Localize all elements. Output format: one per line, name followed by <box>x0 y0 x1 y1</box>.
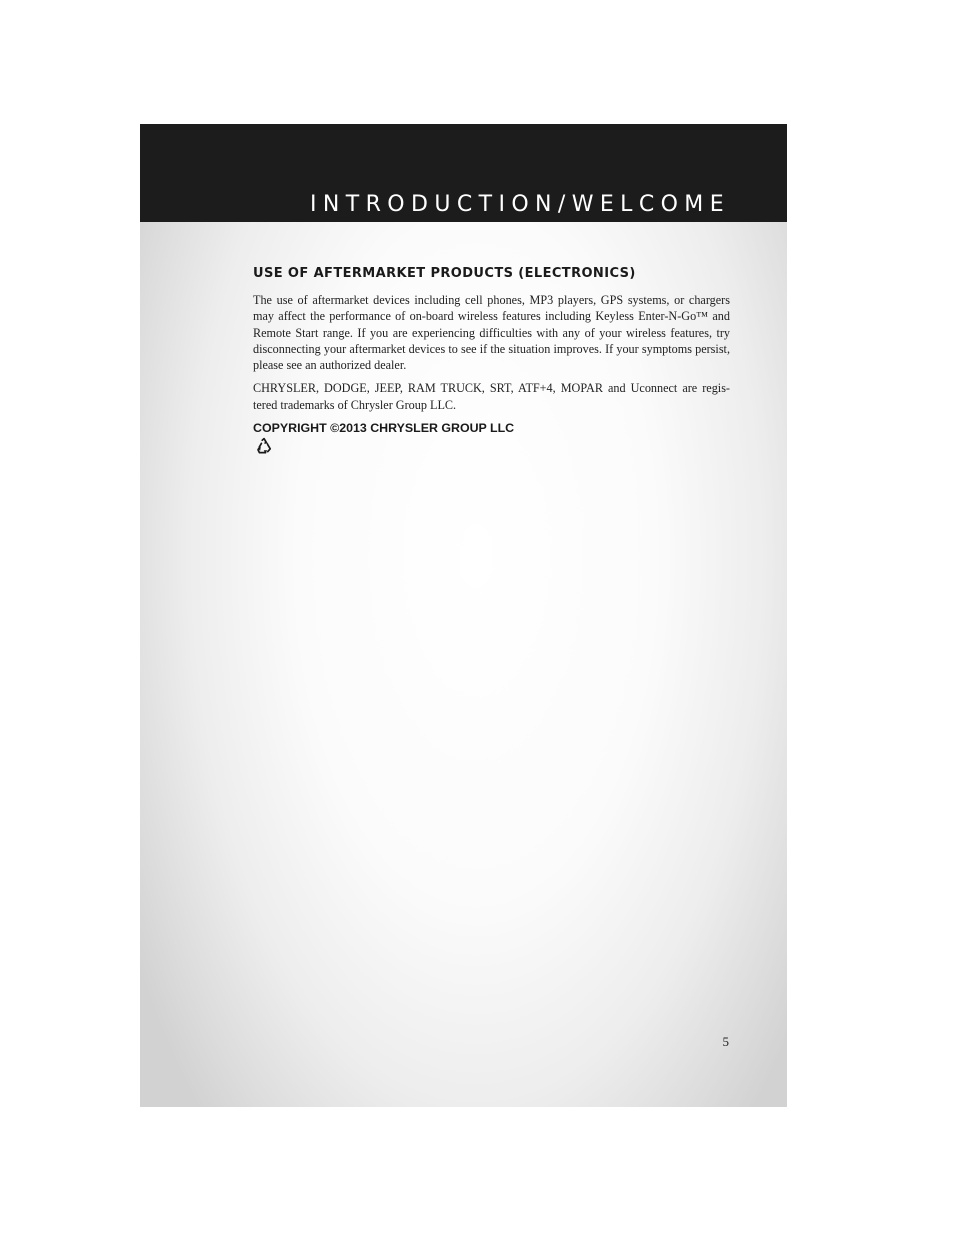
header-band <box>140 124 787 222</box>
section-heading: USE OF AFTERMARKET PRODUCTS (ELECTRONICS) <box>253 266 636 281</box>
trademark-paragraph: CHRYSLER, DODGE, JEEP, RAM TRUCK, SRT, ATF+4, MOPAR and Uconnect are regis- tered trademarks of Chrysler Group LLC. <box>253 381 730 412</box>
page-number: 5 <box>722 1034 729 1049</box>
page-title: INTRODUCTION/WELCOME <box>310 192 730 217</box>
copyright-notice: COPYRIGHT ©2013 CHRYSLER GROUP LLC <box>253 421 515 436</box>
aftermarket-paragraph: The use of aftermarket devices including cell phones, MP3 players, GPS systems, or chargers may affect the performance of on-board wireless features including Keyless Enter-N-Go™ and Remote Start range. If you are experiencing difficulties with any of your wireless features, try disconnecting your aftermarket devices to see if the situation improves. If your symptoms persist, please see an authorized dealer. <box>253 293 730 373</box>
content-area <box>253 266 730 460</box>
recycle-icon <box>255 437 273 455</box>
manual-page <box>140 124 787 1107</box>
